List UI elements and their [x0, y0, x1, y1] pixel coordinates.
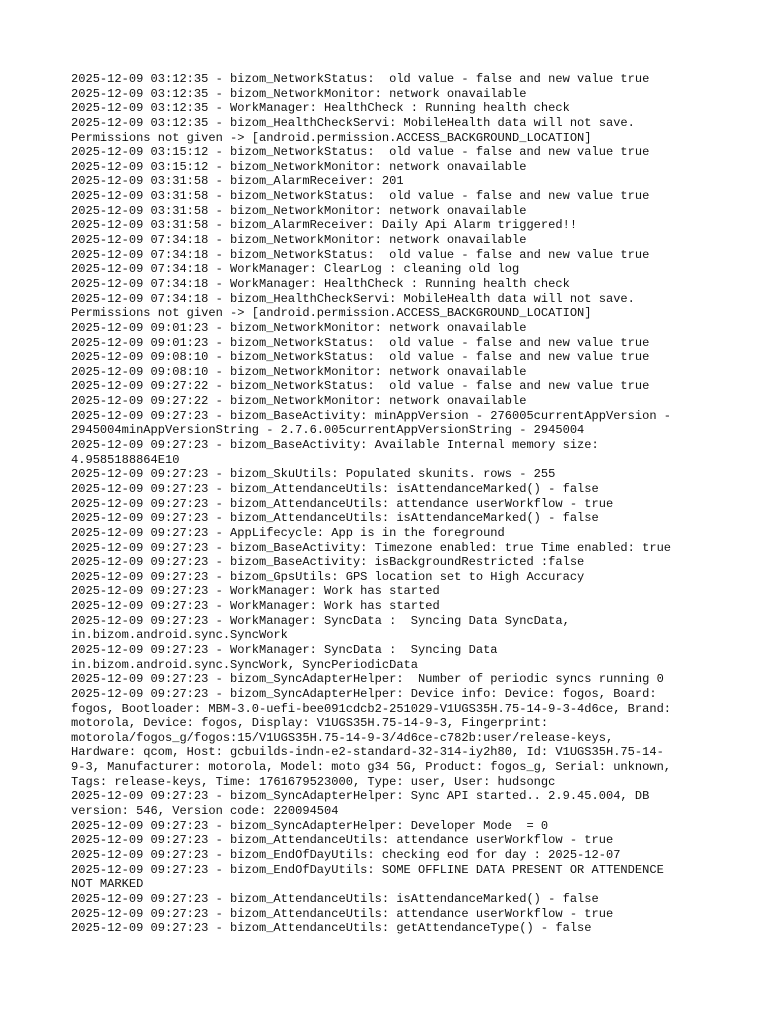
log-line: 2025-12-09 07:34:18 - bizom_NetworkStatus: old value - false and new value true — [71, 247, 650, 262]
log-line: 2025-12-09 03:15:12 - bizom_NetworkMonitor: network onavailable — [71, 159, 527, 174]
log-line: 2025-12-09 09:27:23 - bizom_AttendanceUtils: isAttendanceMarked() - false — [71, 511, 599, 526]
log-line: 2025-12-09 09:27:23 - bizom_SkuUtils: Populated skunits. rows - 255 — [71, 467, 556, 482]
log-line: 2025-12-09 03:31:58 - bizom_AlarmReceiver: Daily Api Alarm triggered!! — [71, 218, 578, 233]
log-line: Tags: release-keys, Time: 1761679523000, Type: user, User: hudsongc — [71, 774, 556, 789]
log-line: 2025-12-09 09:27:23 - bizom_EndOfDayUtils: checking eod for day : 2025-12-07 — [71, 847, 621, 862]
log-line: 2025-12-09 09:27:23 - bizom_BaseActivity: Available Internal memory size: — [71, 438, 599, 453]
log-line: 2025-12-09 07:34:18 - bizom_HealthCheckServi: MobileHealth data will not save. — [71, 291, 635, 306]
log-line: 2025-12-09 09:27:22 - bizom_NetworkMonitor: network onavailable — [71, 394, 527, 409]
log-line: 2025-12-09 03:12:35 - WorkManager: HealthCheck : Running health check — [71, 101, 570, 116]
log-line: 2025-12-09 09:27:23 - bizom_AttendanceUtils: getAttendanceType() - false — [71, 921, 592, 936]
log-line: 2025-12-09 09:27:23 - bizom_BaseActivity: minAppVersion - 276005currentAppVersion - — [71, 408, 672, 423]
log-line: 2025-12-09 09:27:23 - bizom_GpsUtils: GPS location set to High Accuracy — [71, 569, 585, 584]
log-line: 2025-12-09 09:27:23 - AppLifecycle: App is in the foreground — [71, 525, 505, 540]
log-line: Permissions not given -> [android.permission.ACCESS_BACKGROUND_LOCATION] — [71, 306, 592, 321]
log-line: in.bizom.android.sync.SyncWork, SyncPeriodicData — [71, 657, 419, 672]
log-line: 2025-12-09 09:27:23 - WorkManager: SyncData : Syncing Data — [71, 642, 498, 657]
log-line: 2025-12-09 09:27:23 - bizom_AttendanceUtils: attendance userWorkflow - true — [71, 496, 614, 511]
log-line: 2025-12-09 03:12:35 - bizom_NetworkMonitor: network onavailable — [71, 86, 527, 101]
log-line: 2025-12-09 03:31:58 - bizom_NetworkMonitor: network onavailable — [71, 203, 527, 218]
log-line: 4.9585188864E10 — [71, 452, 180, 467]
log-line: in.bizom.android.sync.SyncWork — [71, 628, 288, 643]
log-line: 2025-12-09 03:31:58 - bizom_AlarmReceiver: 201 — [71, 174, 404, 189]
log-line: 2025-12-09 03:15:12 - bizom_NetworkStatus: old value - false and new value true — [71, 145, 650, 160]
log-line: 2025-12-09 09:27:23 - bizom_AttendanceUtils: attendance userWorkflow - true — [71, 833, 614, 848]
log-line: 9-3, Manufacturer: motorola, Model: moto g34 5G, Product: fogos_g, Serial: unknown, — [71, 760, 672, 775]
log-line: 2945004minAppVersionString - 2.7.6.005currentAppVersionString - 2945004 — [71, 423, 585, 438]
log-line: 2025-12-09 09:27:23 - bizom_SyncAdapterHelper: Sync API started.. 2.9.45.004, DB — [71, 789, 650, 804]
log-line: 2025-12-09 03:31:58 - bizom_NetworkStatus: old value - false and new value true — [71, 189, 650, 204]
log-line: 2025-12-09 09:27:23 - bizom_AttendanceUtils: attendance userWorkflow - true — [71, 906, 614, 921]
log-line: motorola/fogos_g/fogos:15/V1UGS35H.75-14-9-3/4d6ce-c782b:user/release-keys, — [71, 730, 614, 745]
log-line: NOT MARKED — [71, 877, 144, 892]
log-text-block — [71, 72, 711, 936]
log-line: fogos, Bootloader: MBM-3.0-uefi-bee091cdcb2-251029-V1UGS35H.75-14-9-3-4d6ce, Brand: — [71, 701, 672, 716]
log-line: 2025-12-09 09:27:22 - bizom_NetworkStatus: old value - false and new value true — [71, 379, 650, 394]
log-line: 2025-12-09 09:08:10 - bizom_NetworkStatus: old value - false and new value true — [71, 350, 650, 365]
log-line: motorola, Device: fogos, Display: V1UGS35H.75-14-9-3, Fingerprint: — [71, 716, 549, 731]
log-line: 2025-12-09 09:08:10 - bizom_NetworkMonitor: network onavailable — [71, 364, 527, 379]
log-line: 2025-12-09 09:27:23 - bizom_AttendanceUtils: isAttendanceMarked() - false — [71, 891, 599, 906]
log-line: 2025-12-09 09:27:23 - bizom_SyncAdapterHelper: Developer Mode = 0 — [71, 818, 549, 833]
log-line: 2025-12-09 09:01:23 - bizom_NetworkStatus: old value - false and new value true — [71, 335, 650, 350]
log-line: 2025-12-09 09:01:23 - bizom_NetworkMonitor: network onavailable — [71, 320, 527, 335]
log-line: 2025-12-09 09:27:23 - bizom_AttendanceUtils: isAttendanceMarked() - false — [71, 481, 599, 496]
log-line: 2025-12-09 09:27:23 - WorkManager: Work has started — [71, 599, 440, 614]
log-line: 2025-12-09 07:34:18 - WorkManager: HealthCheck : Running health check — [71, 276, 570, 291]
log-line: 2025-12-09 09:27:23 - bizom_BaseActivity: Timezone enabled: true Time enabled: true — [71, 540, 672, 555]
log-line: 2025-12-09 03:12:35 - bizom_HealthCheckServi: MobileHealth data will not save. — [71, 115, 635, 130]
log-line: Hardware: qcom, Host: gcbuilds-indn-e2-standard-32-314-iy2h80, Id: V1UGS35H.75-14- — [71, 745, 664, 760]
log-line: 2025-12-09 09:27:23 - bizom_BaseActivity: isBackgroundRestricted :false — [71, 555, 585, 570]
log-line: 2025-12-09 09:27:23 - bizom_SyncAdapterHelper: Number of periodic syncs running 0 — [71, 672, 664, 687]
log-line: Permissions not given -> [android.permission.ACCESS_BACKGROUND_LOCATION] — [71, 130, 592, 145]
log-line: version: 546, Version code: 220094504 — [71, 804, 339, 819]
log-line: 2025-12-09 09:27:23 - WorkManager: Work has started — [71, 584, 440, 599]
log-line: 2025-12-09 09:27:23 - bizom_SyncAdapterHelper: Device info: Device: fogos, Board: — [71, 686, 657, 701]
log-line: 2025-12-09 07:34:18 - WorkManager: ClearLog : cleaning old log — [71, 262, 520, 277]
log-line: 2025-12-09 07:34:18 - bizom_NetworkMonitor: network onavailable — [71, 233, 527, 248]
log-line: 2025-12-09 03:12:35 - bizom_NetworkStatus: old value - false and new value true — [71, 72, 650, 86]
log-line: 2025-12-09 09:27:23 - bizom_EndOfDayUtils: SOME OFFLINE DATA PRESENT OR ATTENDENCE — [71, 862, 664, 877]
log-line: 2025-12-09 09:27:23 - WorkManager: SyncData : Syncing Data SyncData, — [71, 613, 570, 628]
